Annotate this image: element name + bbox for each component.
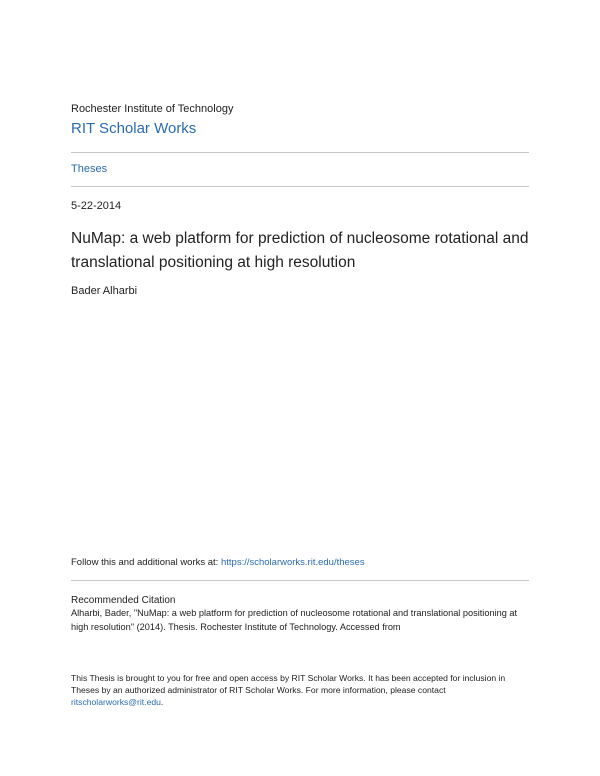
email-suffix: . — [160, 697, 164, 707]
access-notice — [71, 672, 531, 708]
divider-top — [71, 152, 529, 153]
repository-link[interactable]: RIT Scholar Works — [71, 120, 197, 137]
collection-url-link[interactable]: https://scholarworks.rit.edu/theses — [220, 557, 365, 568]
document-title: NuMap: a web platform for prediction of nucleosome rotational and translational positioning at high resolution — [71, 230, 529, 271]
divider-citation — [71, 580, 529, 581]
citation-text: Alharbi, Bader, "NuMap: a web platform for prediction of nucleosome rotational and translational positioning at high resolution" (2014). Thesis. Rochester Institute of Technology. Accessed from — [71, 608, 518, 632]
author-name: Bader Alharbi — [71, 285, 138, 297]
collection-link[interactable]: Theses — [71, 163, 108, 175]
publication-date: 5-22-2014 — [71, 200, 122, 212]
access-notice-text: This Thesis is brought to you for free and open access by RIT Scholar Works. It has been accepted for inclusion in Theses by an authorized administrator of RIT Scholar Works. For more information, please contact — [71, 673, 506, 695]
contact-email-link[interactable]: ritscholarworks@rit.edu — [71, 697, 161, 707]
divider-collection — [71, 186, 529, 187]
follow-line — [71, 557, 365, 568]
institution-name: Rochester Institute of Technology — [71, 103, 234, 115]
recommended-citation-heading: Recommended Citation — [71, 595, 176, 606]
follow-text: Follow this and additional works at: — [71, 557, 219, 568]
